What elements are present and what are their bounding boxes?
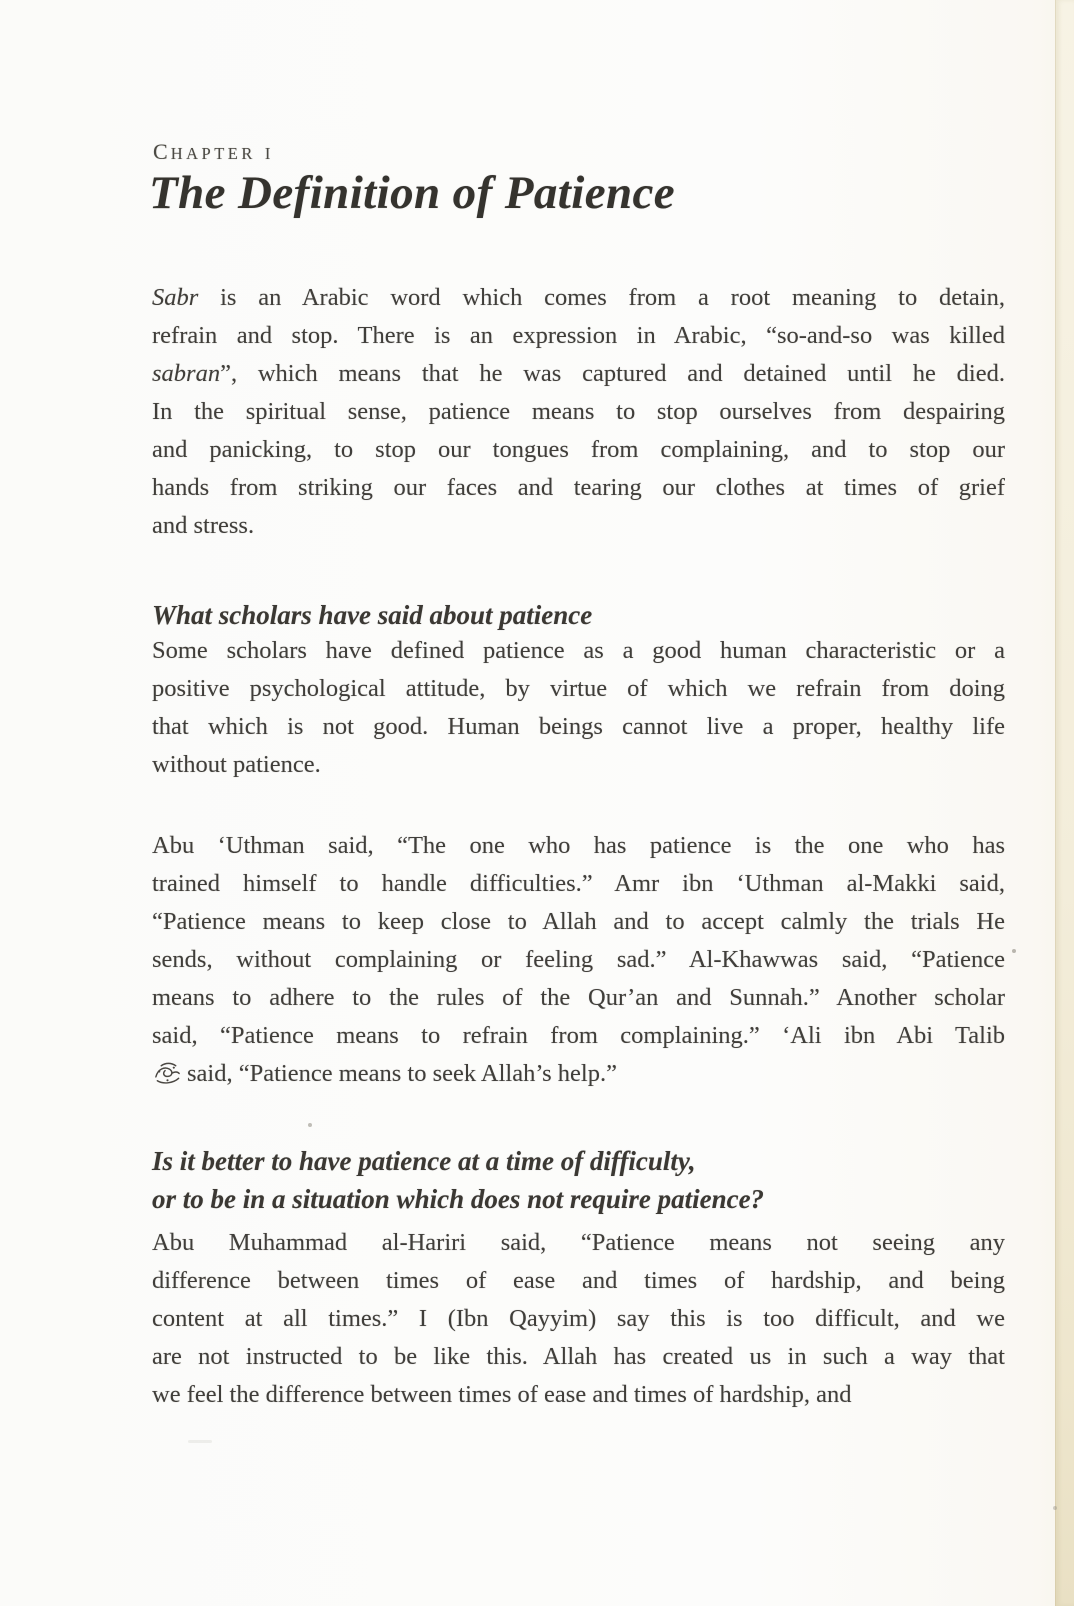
- text-line: [152, 1055, 1005, 1093]
- text-line: “Patience means to keep close to Allah and to accept calmly the trials He: [152, 908, 1005, 935]
- text-line: hands from striking our faces and tearing our clothes at times of grief: [152, 474, 1005, 501]
- paragraph-scholars-definition: [152, 632, 1005, 784]
- scan-speck: [1053, 1506, 1057, 1510]
- text-line: positive psychological attitude, by virtue of which we refrain from doing: [152, 675, 1005, 702]
- text-line: and panicking, to stop our tongues from complaining, and to stop our: [152, 436, 1005, 463]
- scan-speck: [1012, 949, 1016, 953]
- text-line: we feel the difference between times of ease and times of hardship, and: [152, 1381, 852, 1408]
- scan-smudge: [188, 1440, 212, 1443]
- text-line: that which is not good. Human beings cannot live a proper, healthy life: [152, 713, 1005, 740]
- chapter-label-rest: HAPTER: [170, 144, 256, 163]
- text-line: sends, without complaining or feeling sad.” Al-Khawwas said, “Patience: [152, 946, 1005, 973]
- text-line: are not instructed to be like this. Allah has created us in such a way that: [152, 1343, 1005, 1370]
- text-line: Abu Muhammad al-Hariri said, “Patience means not seeing any: [152, 1229, 1005, 1256]
- text-line: and stress.: [152, 512, 255, 539]
- chapter-title: The Definition of Patience: [149, 167, 676, 219]
- text-segment: is an Arabic word which comes from a root meaning to detain,: [198, 284, 1005, 311]
- text-line: Some scholars have defined patience as a good human characteristic or a: [152, 637, 1005, 664]
- italic-term-sabran: sabran: [152, 360, 221, 387]
- page-edge-band: [1055, 0, 1074, 1606]
- text-line: difference between times of ease and times of hardship, and being: [152, 1267, 1005, 1294]
- text-line: without patience.: [152, 751, 321, 778]
- section-heading-scholars: What scholars have said about patience: [152, 600, 593, 630]
- chapter-label-initial: C: [153, 139, 171, 164]
- paragraph-hariri: [152, 1224, 1005, 1414]
- text-line: [152, 355, 1005, 393]
- text-line: means to adhere to the rules of the Qur’an and Sunnah.” Another scholar: [152, 984, 1005, 1011]
- text-line: [152, 279, 1005, 317]
- paragraph-scholar-quotes: [152, 827, 1005, 1093]
- text-line: Abu ‘Uthman said, “The one who has patience is the one who has: [152, 832, 1005, 859]
- text-line: trained himself to handle difficulties.” Amr ibn ‘Uthman al-Makki said,: [152, 870, 1005, 897]
- italic-term-sabr: Sabr: [152, 284, 199, 311]
- chapter-label: [153, 139, 270, 165]
- text-line: In the spiritual sense, patience means to stop ourselves from despairing: [152, 398, 1005, 425]
- text-line: refrain and stop. There is an expression in Arabic, “so-and-so was killed: [152, 322, 1005, 349]
- heading-line: or to be in a situation which does not require patience?: [152, 1184, 765, 1214]
- heading-line: Is it better to have patience at a time of difficulty,: [152, 1146, 696, 1176]
- text-line: said, “Patience means to refrain from complaining.” ‘Ali ibn Abi Talib: [152, 1022, 1005, 1049]
- text-segment: ”, which means that he was captured and detained until he died.: [220, 360, 1005, 387]
- honorific-calligraphy-icon: [152, 1060, 183, 1086]
- text-line: content at all times.” I (Ibn Qayyim) say this is too difficult, and we: [152, 1305, 1005, 1332]
- section-heading-difficulty: [152, 1142, 764, 1218]
- scan-speck: [308, 1123, 312, 1127]
- paragraph-sabr-definition: [152, 279, 1005, 545]
- chapter-number: I: [264, 144, 271, 163]
- text-segment: said, “Patience means to seek Allah’s help.”: [187, 1060, 617, 1087]
